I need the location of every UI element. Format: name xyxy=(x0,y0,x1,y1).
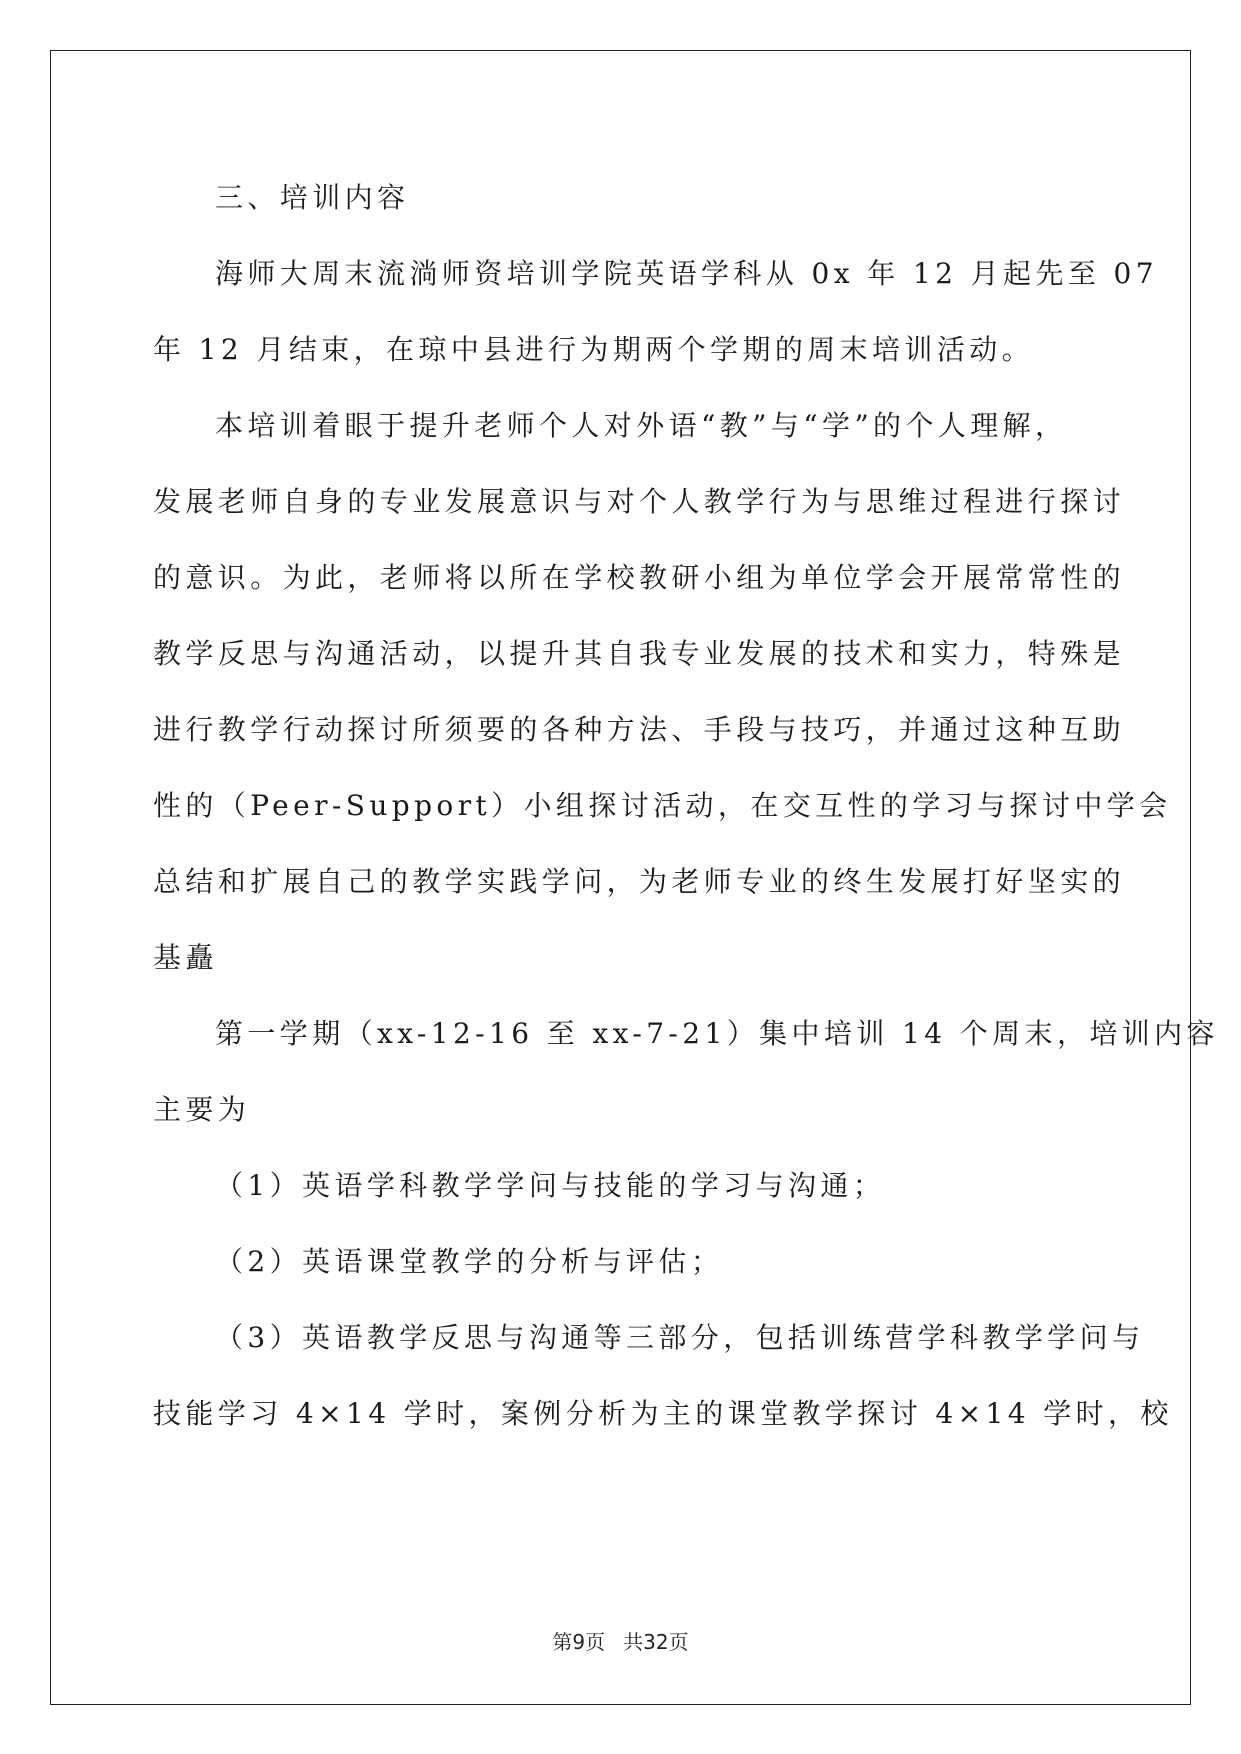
text-line: 第一学期（xx-12-16 至 xx-7-21）集中培训 14 个周末，培训内容 xyxy=(215,1017,1219,1050)
text-line: 性的（Peer-Support）小组探讨活动，在交互性的学习与探讨中学会 xyxy=(153,789,1172,822)
list-item: （1）英语学科教学学问与技能的学习与沟通； xyxy=(215,1169,886,1202)
list-item: （2）英语课堂教学的分析与评估； xyxy=(215,1245,724,1278)
footer-total-prefix: 共 xyxy=(623,1630,644,1654)
text-line: 的意识。为此，老师将以所在学校教研小组为单位学会开展常常性的 xyxy=(153,561,1126,594)
text-line: 进行教学行动探讨所须要的各种方法、手段与技巧，并通过这种互助 xyxy=(153,713,1126,746)
list-item: （3）英语教学反思与沟通等三部分，包括训练营学科教学学问与 xyxy=(215,1321,1145,1354)
text-line: 主要为 xyxy=(153,1093,251,1126)
text-line: 基矗 xyxy=(153,941,218,974)
section-heading: 三、培训内容 xyxy=(215,181,410,214)
text-line: 总结和扩展自己的教学实践学问，为老师专业的终生发展打好坚实的 xyxy=(153,865,1126,898)
document-body xyxy=(153,160,1219,1452)
total-pages: 32 xyxy=(643,1630,669,1654)
text-line: 海师大周末流淌师资培训学院英语学科从 0x 年 12 月起先至 07 xyxy=(215,257,1158,290)
text-line: 技能学习 4×14 学时，案例分析为主的课堂教学探讨 4×14 学时，校 xyxy=(153,1397,1173,1430)
footer-page-suffix: 页 xyxy=(585,1630,606,1654)
text-line: 发展老师自身的专业发展意识与对个人教学行为与思维过程进行探讨 xyxy=(153,485,1126,518)
footer-prefix: 第 xyxy=(552,1630,573,1654)
text-line: 教学反思与沟通活动，以提升其自我专业发展的技术和实力，特殊是 xyxy=(153,637,1126,670)
text-line: 本培训着眼于提升老师个人对外语“教”与“学”的个人理解， xyxy=(215,409,1068,442)
page-number: 9 xyxy=(572,1630,586,1654)
footer-total-suffix: 页 xyxy=(668,1630,689,1654)
page-footer xyxy=(0,1626,1241,1655)
text-line: 年 12 月结束，在琼中县进行为期两个学期的周末培训活动。 xyxy=(153,333,1035,366)
